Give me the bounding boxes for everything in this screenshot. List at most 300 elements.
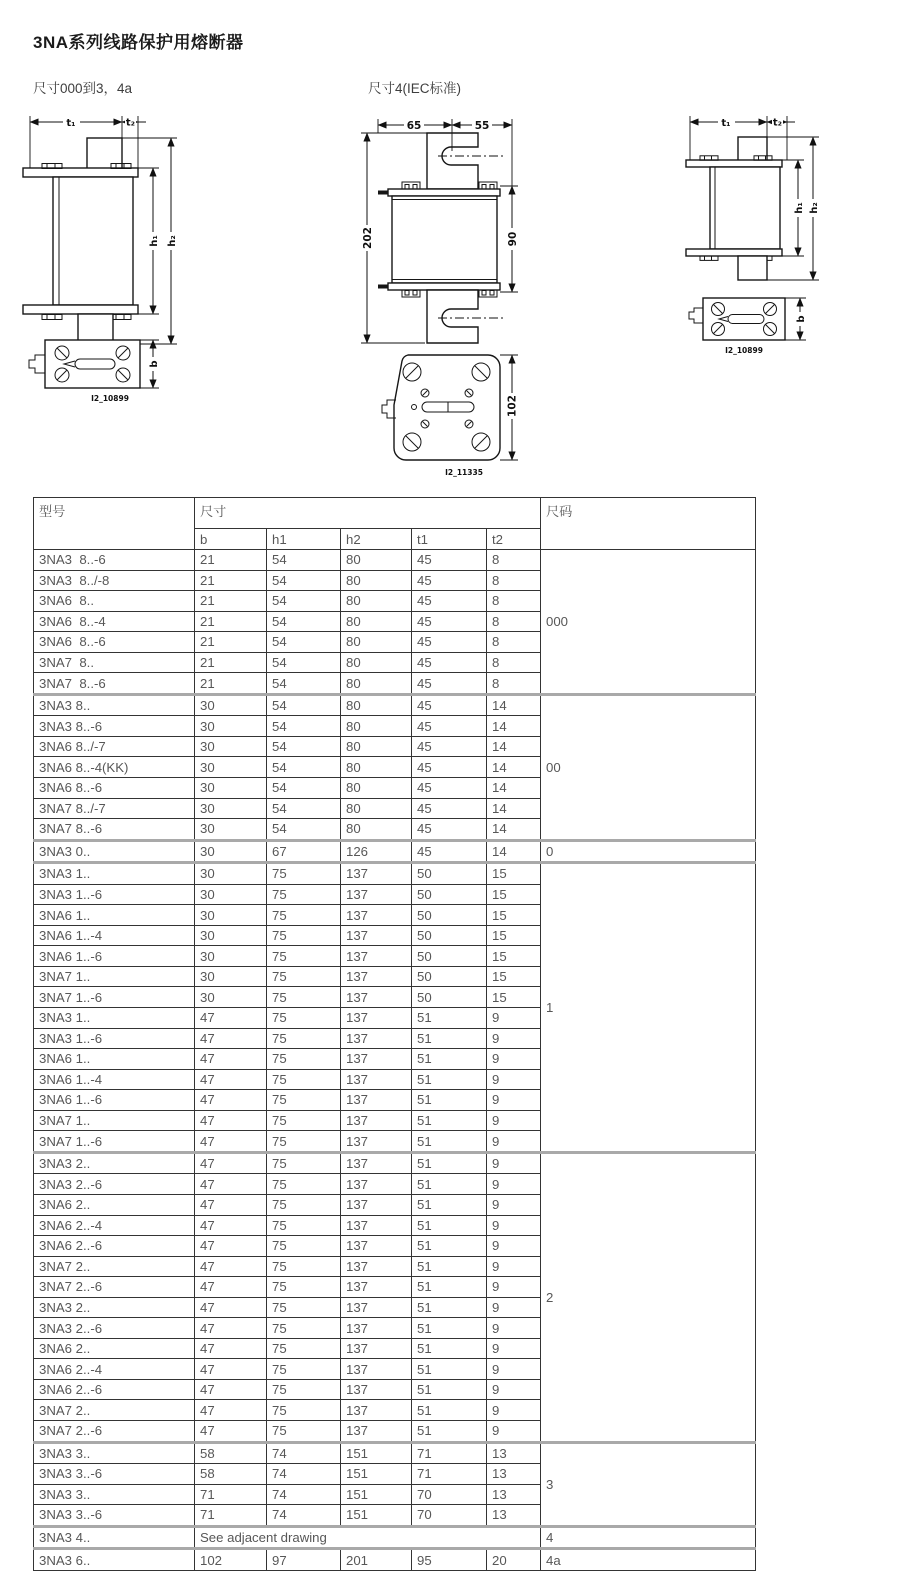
size-code-cell: 4a	[541, 1549, 756, 1571]
value-cell: 13	[487, 1484, 541, 1505]
value-cell: 51	[412, 1152, 487, 1174]
value-cell: 80	[341, 673, 412, 695]
iec-fuse-plan-view	[382, 355, 519, 477]
value-cell: 50	[412, 946, 487, 967]
model-cell: 3NA3 2..	[34, 1152, 195, 1174]
value-cell: 14	[487, 694, 541, 716]
table-row	[34, 550, 756, 571]
value-cell: 51	[412, 1131, 487, 1153]
value-cell: 51	[412, 1069, 487, 1090]
model-column-header: 型号	[34, 498, 195, 550]
value-cell: 30	[195, 798, 267, 819]
model-cell: 3NA7 8..	[34, 652, 195, 673]
value-cell: 54	[267, 673, 341, 695]
value-cell: 75	[267, 1420, 341, 1442]
value-cell: 47	[195, 1090, 267, 1111]
value-cell: 8	[487, 632, 541, 653]
value-cell: 137	[341, 1152, 412, 1174]
value-cell: 47	[195, 1131, 267, 1153]
value-cell: 75	[267, 1338, 341, 1359]
value-cell: 47	[195, 1028, 267, 1049]
value-cell: 9	[487, 1028, 541, 1049]
value-cell: 45	[412, 611, 487, 632]
value-cell: 80	[341, 652, 412, 673]
value-cell: 14	[487, 716, 541, 737]
value-cell: 51	[412, 1194, 487, 1215]
value-cell: 47	[195, 1277, 267, 1298]
value-cell: 45	[412, 570, 487, 591]
value-cell: 50	[412, 966, 487, 987]
value-cell: 45	[412, 652, 487, 673]
value-cell: 137	[341, 946, 412, 967]
value-cell: 9	[487, 1152, 541, 1174]
value-cell: 45	[412, 591, 487, 612]
model-cell: 3NA3 2..-6	[34, 1318, 195, 1339]
value-cell: 51	[412, 1256, 487, 1277]
model-cell: 3NA3 3..-6	[34, 1464, 195, 1485]
value-cell: 75	[267, 1194, 341, 1215]
value-cell: 54	[267, 716, 341, 737]
value-cell: 14	[487, 778, 541, 799]
value-cell: 21	[195, 673, 267, 695]
value-cell: 75	[267, 925, 341, 946]
value-cell: 47	[195, 1379, 267, 1400]
value-cell: 15	[487, 925, 541, 946]
value-cell: 71	[195, 1505, 267, 1527]
value-cell: 137	[341, 884, 412, 905]
value-cell: 9	[487, 1090, 541, 1111]
value-cell: 9	[487, 1318, 541, 1339]
value-cell: 70	[412, 1505, 487, 1527]
t1-dim-label: t₁	[66, 118, 76, 129]
model-cell: 3NA6 2..-6	[34, 1236, 195, 1257]
size-code-cell: 4	[541, 1526, 756, 1549]
model-cell: 3NA3 1..	[34, 863, 195, 885]
model-cell: 3NA6 8..-6	[34, 632, 195, 653]
value-cell: 15	[487, 987, 541, 1008]
value-cell: 137	[341, 1297, 412, 1318]
value-cell: 137	[341, 905, 412, 926]
value-cell: 137	[341, 1338, 412, 1359]
iec-drawing-ref: I2_11335	[445, 468, 483, 477]
value-cell: 75	[267, 1236, 341, 1257]
value-cell: 71	[412, 1464, 487, 1485]
value-cell: 30	[195, 946, 267, 967]
model-cell: 3NA7 1..	[34, 966, 195, 987]
value-cell: 51	[412, 1215, 487, 1236]
value-cell: 51	[412, 1008, 487, 1029]
model-cell: 3NA3 1..-6	[34, 1028, 195, 1049]
model-cell: 3NA3 1..-6	[34, 884, 195, 905]
value-cell: 71	[412, 1442, 487, 1464]
model-cell: 3NA6 8..-4	[34, 611, 195, 632]
value-cell: 54	[267, 694, 341, 716]
value-cell: 50	[412, 925, 487, 946]
value-cell: 51	[412, 1049, 487, 1070]
value-cell: 137	[341, 1194, 412, 1215]
value-cell: 75	[267, 1131, 341, 1153]
value-cell: 47	[195, 1008, 267, 1029]
value-cell: 9	[487, 1215, 541, 1236]
table-row	[34, 694, 756, 716]
value-cell: 9	[487, 1236, 541, 1257]
value-cell: 21	[195, 591, 267, 612]
value-cell: 15	[487, 966, 541, 987]
iec-fuse-svg	[352, 103, 552, 483]
value-cell: 75	[267, 1008, 341, 1029]
model-cell: 3NA6 1..-4	[34, 1069, 195, 1090]
value-cell: 54	[267, 632, 341, 653]
value-cell: 21	[195, 570, 267, 591]
model-cell: 3NA7 8..-6	[34, 819, 195, 841]
value-cell: 54	[267, 611, 341, 632]
left-fuse-front-view	[23, 138, 138, 344]
model-cell: 3NA7 1..	[34, 1110, 195, 1131]
model-cell: 3NA6 1..-4	[34, 925, 195, 946]
value-cell: 51	[412, 1420, 487, 1442]
value-cell: 45	[412, 632, 487, 653]
model-cell: 3NA6 8..	[34, 591, 195, 612]
value-cell: 50	[412, 884, 487, 905]
model-cell: 3NA3 6..	[34, 1549, 195, 1571]
value-cell: 80	[341, 757, 412, 778]
value-cell: 9	[487, 1277, 541, 1298]
model-cell: 3NA3 8..-6	[34, 550, 195, 571]
value-cell: 137	[341, 1069, 412, 1090]
iec-width-55-label: 55	[474, 120, 490, 132]
iec-height-202-label: 202	[362, 227, 374, 249]
model-cell: 3NA7 2..-6	[34, 1277, 195, 1298]
value-cell: 47	[195, 1215, 267, 1236]
value-cell: 15	[487, 863, 541, 885]
value-cell: 51	[412, 1028, 487, 1049]
value-cell: 67	[267, 840, 341, 863]
iec-fuse-front-view	[378, 133, 504, 343]
table-row	[34, 863, 756, 885]
table-row	[34, 1526, 756, 1549]
value-cell: 75	[267, 863, 341, 885]
value-cell: 51	[412, 1359, 487, 1380]
value-cell: 47	[195, 1256, 267, 1277]
value-cell: 8	[487, 611, 541, 632]
right-fuse-bottom-view	[689, 298, 807, 355]
value-cell: 75	[267, 1215, 341, 1236]
value-cell: 80	[341, 736, 412, 757]
model-cell: 3NA6 2..-6	[34, 1379, 195, 1400]
value-cell: 137	[341, 1131, 412, 1153]
value-cell: 58	[195, 1464, 267, 1485]
size-code-column-header: 尺码	[541, 498, 756, 550]
value-cell: 137	[341, 966, 412, 987]
value-cell: 75	[267, 1069, 341, 1090]
value-cell: 47	[195, 1236, 267, 1257]
value-cell: 137	[341, 925, 412, 946]
value-cell: 45	[412, 819, 487, 841]
model-cell: 3NA7 2..	[34, 1400, 195, 1421]
value-cell: 75	[267, 1318, 341, 1339]
value-cell: 75	[267, 1297, 341, 1318]
model-cell: 3NA6 1..-6	[34, 946, 195, 967]
value-cell: 137	[341, 1110, 412, 1131]
value-cell: 102	[195, 1549, 267, 1571]
value-cell: 14	[487, 736, 541, 757]
value-cell: 47	[195, 1110, 267, 1131]
left-fuse-svg	[15, 110, 195, 410]
value-cell: 15	[487, 905, 541, 926]
drawing-left-fuse	[15, 110, 195, 410]
model-cell: 3NA3 2..	[34, 1297, 195, 1318]
value-cell: 9	[487, 1008, 541, 1029]
table-row	[34, 1152, 756, 1174]
model-cell: 3NA6 2..	[34, 1194, 195, 1215]
value-cell: 137	[341, 1379, 412, 1400]
iec-plate-102-label: 102	[506, 395, 519, 417]
model-cell: 3NA7 1..-6	[34, 987, 195, 1008]
value-cell: 70	[412, 1484, 487, 1505]
value-cell: 50	[412, 987, 487, 1008]
model-cell: 3NA3 2..-6	[34, 1174, 195, 1195]
iec-width-65-label: 65	[406, 120, 422, 132]
value-cell: 54	[267, 652, 341, 673]
value-cell: 8	[487, 570, 541, 591]
value-cell: 21	[195, 632, 267, 653]
value-cell: 9	[487, 1338, 541, 1359]
value-cell: 51	[412, 1400, 487, 1421]
value-cell: 75	[267, 1359, 341, 1380]
value-cell: 126	[341, 840, 412, 863]
value-cell: 75	[267, 1028, 341, 1049]
value-cell: 14	[487, 757, 541, 778]
value-cell: 30	[195, 863, 267, 885]
value-cell: 80	[341, 591, 412, 612]
value-cell: 14	[487, 819, 541, 841]
size-code-cell: 000	[541, 550, 756, 695]
value-cell: 21	[195, 652, 267, 673]
value-cell: 30	[195, 716, 267, 737]
col-header-t1: t1	[412, 529, 487, 550]
value-cell: 51	[412, 1110, 487, 1131]
model-cell: 3NA6 2..-4	[34, 1359, 195, 1380]
value-cell: 97	[267, 1549, 341, 1571]
b-dim-label: b	[149, 360, 160, 368]
value-cell: 75	[267, 1256, 341, 1277]
value-cell: 9	[487, 1256, 541, 1277]
value-cell: 51	[412, 1236, 487, 1257]
value-cell: 15	[487, 884, 541, 905]
value-cell: 151	[341, 1442, 412, 1464]
value-cell: 80	[341, 716, 412, 737]
value-cell: 75	[267, 1152, 341, 1174]
size-code-cell: 0	[541, 840, 756, 863]
model-cell: 3NA6 2..-4	[34, 1215, 195, 1236]
value-cell: 50	[412, 863, 487, 885]
col-header-b: b	[195, 529, 267, 550]
value-cell: 80	[341, 798, 412, 819]
value-cell: 47	[195, 1049, 267, 1070]
model-cell: 3NA7 1..-6	[34, 1131, 195, 1153]
model-cell: 3NA7 8..-6	[34, 673, 195, 695]
value-cell: 137	[341, 1256, 412, 1277]
value-cell: 137	[341, 1028, 412, 1049]
model-cell: 3NA6 8..-4(KK)	[34, 757, 195, 778]
value-cell: 95	[412, 1549, 487, 1571]
value-cell: 47	[195, 1152, 267, 1174]
page-title: 3NA系列线路保护用熔断器	[33, 33, 244, 52]
model-cell: 3NA3 0..	[34, 840, 195, 863]
value-cell: 50	[412, 905, 487, 926]
value-cell: 9	[487, 1131, 541, 1153]
value-cell: 137	[341, 987, 412, 1008]
model-cell: 3NA3 8..-6	[34, 716, 195, 737]
size-code-cell: 2	[541, 1152, 756, 1442]
value-cell: 13	[487, 1442, 541, 1464]
value-cell: 80	[341, 550, 412, 571]
value-cell: 80	[341, 819, 412, 841]
value-cell: 30	[195, 694, 267, 716]
value-cell: 45	[412, 757, 487, 778]
value-cell: 30	[195, 884, 267, 905]
value-cell: 13	[487, 1505, 541, 1527]
value-cell: 75	[267, 1277, 341, 1298]
value-cell: 75	[267, 905, 341, 926]
value-cell: 30	[195, 778, 267, 799]
value-cell: 9	[487, 1049, 541, 1070]
model-cell: 3NA6 1..	[34, 905, 195, 926]
value-cell: 45	[412, 550, 487, 571]
value-cell: 75	[267, 1049, 341, 1070]
value-cell: 137	[341, 1236, 412, 1257]
table-row	[34, 1442, 756, 1464]
value-cell: 30	[195, 736, 267, 757]
value-cell: 51	[412, 1090, 487, 1111]
value-cell: 201	[341, 1549, 412, 1571]
note-cell: See adjacent drawing	[195, 1526, 541, 1549]
value-cell: 45	[412, 736, 487, 757]
value-cell: 47	[195, 1318, 267, 1339]
model-cell: 3NA3 3..	[34, 1484, 195, 1505]
value-cell: 137	[341, 1420, 412, 1442]
value-cell: 30	[195, 966, 267, 987]
value-cell: 9	[487, 1194, 541, 1215]
value-cell: 58	[195, 1442, 267, 1464]
value-cell: 74	[267, 1442, 341, 1464]
value-cell: 45	[412, 798, 487, 819]
value-cell: 30	[195, 819, 267, 841]
right-fuse-svg	[676, 110, 896, 358]
value-cell: 9	[487, 1069, 541, 1090]
value-cell: 47	[195, 1194, 267, 1215]
value-cell: 45	[412, 840, 487, 863]
value-cell: 75	[267, 1174, 341, 1195]
model-cell: 3NA3 1..	[34, 1008, 195, 1029]
value-cell: 47	[195, 1069, 267, 1090]
value-cell: 20	[487, 1549, 541, 1571]
value-cell: 14	[487, 798, 541, 819]
value-cell: 74	[267, 1464, 341, 1485]
model-cell: 3NA6 8../-7	[34, 736, 195, 757]
value-cell: 137	[341, 1174, 412, 1195]
model-cell: 3NA6 1..-6	[34, 1090, 195, 1111]
value-cell: 75	[267, 966, 341, 987]
value-cell: 54	[267, 570, 341, 591]
value-cell: 30	[195, 925, 267, 946]
value-cell: 137	[341, 1277, 412, 1298]
value-cell: 45	[412, 673, 487, 695]
value-cell: 75	[267, 1110, 341, 1131]
size-code-cell: 00	[541, 694, 756, 840]
value-cell: 75	[267, 884, 341, 905]
value-cell: 9	[487, 1420, 541, 1442]
size-code-cell: 1	[541, 863, 756, 1153]
value-cell: 80	[341, 632, 412, 653]
t1-dim-label: t₁	[721, 118, 731, 129]
model-cell: 3NA3 3..	[34, 1442, 195, 1464]
value-cell: 51	[412, 1379, 487, 1400]
value-cell: 9	[487, 1400, 541, 1421]
value-cell: 30	[195, 757, 267, 778]
value-cell: 47	[195, 1338, 267, 1359]
model-cell: 3NA3 3..-6	[34, 1505, 195, 1527]
value-cell: 9	[487, 1110, 541, 1131]
value-cell: 15	[487, 946, 541, 967]
value-cell: 80	[341, 570, 412, 591]
value-cell: 8	[487, 673, 541, 695]
value-cell: 54	[267, 591, 341, 612]
model-cell: 3NA6 2..	[34, 1338, 195, 1359]
col-header-h1: h1	[267, 529, 341, 550]
value-cell: 54	[267, 757, 341, 778]
caption-sizes-000-to-3: 尺寸000到3，4a	[33, 81, 133, 96]
value-cell: 47	[195, 1297, 267, 1318]
table-row	[34, 840, 756, 863]
size-code-cell: 3	[541, 1442, 756, 1526]
value-cell: 51	[412, 1297, 487, 1318]
drawing-middle-iec-fuse	[352, 103, 552, 483]
value-cell: 8	[487, 550, 541, 571]
value-cell: 71	[195, 1484, 267, 1505]
value-cell: 137	[341, 1215, 412, 1236]
t2-dim-label: t₂	[125, 117, 136, 129]
value-cell: 47	[195, 1400, 267, 1421]
col-header-h2: h2	[341, 529, 412, 550]
model-cell: 3NA7 2..	[34, 1256, 195, 1277]
right-drawing-ref: I2_10899	[725, 346, 763, 355]
b-dim-label: b	[796, 315, 807, 323]
t2-dim-label: t₂	[772, 117, 783, 129]
value-cell: 54	[267, 736, 341, 757]
value-cell: 45	[412, 778, 487, 799]
value-cell: 151	[341, 1484, 412, 1505]
value-cell: 30	[195, 987, 267, 1008]
model-cell: 3NA3 8../-8	[34, 570, 195, 591]
value-cell: 137	[341, 1400, 412, 1421]
value-cell: 137	[341, 1049, 412, 1070]
value-cell: 151	[341, 1464, 412, 1485]
value-cell: 9	[487, 1174, 541, 1195]
value-cell: 74	[267, 1484, 341, 1505]
value-cell: 75	[267, 1090, 341, 1111]
value-cell: 54	[267, 819, 341, 841]
caption-size-4-iec: 尺寸4(IEC标准)	[368, 81, 462, 96]
value-cell: 51	[412, 1318, 487, 1339]
value-cell: 151	[341, 1505, 412, 1527]
value-cell: 75	[267, 1379, 341, 1400]
model-cell: 3NA3 4..	[34, 1526, 195, 1549]
right-fuse-front-view	[686, 137, 782, 280]
value-cell: 75	[267, 1400, 341, 1421]
value-cell: 137	[341, 1090, 412, 1111]
value-cell: 54	[267, 550, 341, 571]
